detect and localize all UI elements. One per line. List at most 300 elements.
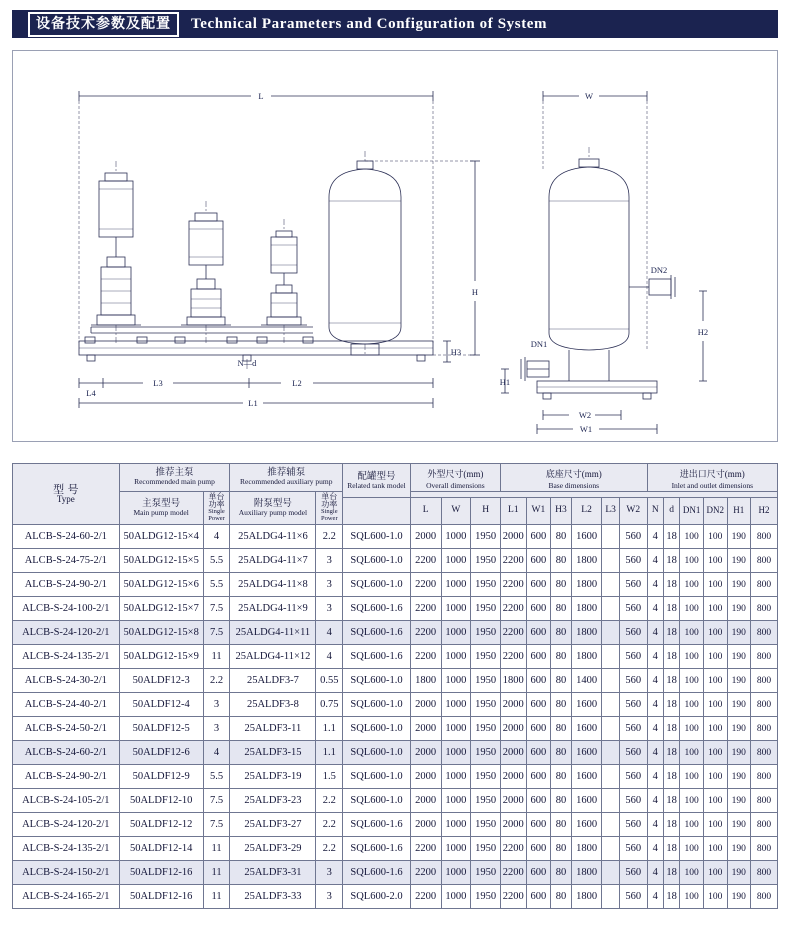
header-tank (343, 464, 411, 498)
cell-main-pump-power: 4 (203, 525, 230, 549)
cell-H1: 190 (727, 525, 751, 549)
cell-L1: 2000 (500, 813, 526, 837)
cell-W: 1000 (441, 885, 471, 909)
cell-aux-pump-model: 25ALDG4-11×11 (230, 621, 316, 645)
cell-H: 1950 (471, 837, 501, 861)
header-tank-cn: 配罐型号 (357, 470, 396, 482)
cell-d: 18 (663, 789, 679, 813)
cell-main-pump-model: 50ALDG12-15×8 (119, 621, 203, 645)
cell-H: 1950 (471, 525, 501, 549)
cell-W2: 560 (619, 645, 647, 669)
cell-L3 (602, 573, 619, 597)
cell-tank-model: SQL600-1.0 (343, 669, 411, 693)
technical-drawing-svg (13, 51, 777, 439)
page-title-en: Technical Parameters and Configuration of System (191, 15, 548, 32)
cell-W1: 600 (526, 573, 551, 597)
cell-W1: 600 (526, 621, 551, 645)
cell-W2: 560 (619, 525, 647, 549)
header-col-DN1: DN1 (680, 497, 704, 524)
cell-DN1: 100 (680, 765, 704, 789)
table-row (13, 741, 778, 765)
cell-L3 (602, 837, 619, 861)
cell-tank-model: SQL600-1.0 (343, 741, 411, 765)
cell-DN2: 100 (703, 573, 727, 597)
cell-L3 (602, 549, 619, 573)
cell-DN1: 100 (680, 789, 704, 813)
cell-DN1: 100 (680, 741, 704, 765)
cell-main-pump-model: 50ALDF12-3 (119, 669, 203, 693)
cell-tank-model: SQL600-1.6 (343, 597, 411, 621)
cell-L2: 1800 (571, 573, 602, 597)
header-main-power-cn: 单台功率 (208, 491, 225, 510)
cell-W1: 600 (526, 861, 551, 885)
cell-main-pump-model: 50ALDG12-15×5 (119, 549, 203, 573)
cell-H: 1950 (471, 789, 501, 813)
cell-L1: 2000 (500, 525, 526, 549)
header-aux-power-en: Single Power (320, 508, 338, 523)
cell-N: 4 (647, 621, 663, 645)
cell-L1: 2200 (500, 645, 526, 669)
cell-L: 2200 (410, 597, 441, 621)
cell-H2: 800 (751, 885, 778, 909)
cell-main-pump-power: 5.5 (203, 573, 230, 597)
cell-aux-pump-power: 1.5 (316, 765, 343, 789)
cell-W: 1000 (441, 693, 471, 717)
cell-aux-pump-power: 2.2 (316, 837, 343, 861)
cell-L1: 2000 (500, 693, 526, 717)
cell-W1: 600 (526, 717, 551, 741)
cell-W2: 560 (619, 693, 647, 717)
cell-W1: 600 (526, 741, 551, 765)
cell-L2: 1800 (571, 549, 602, 573)
cell-d: 18 (663, 573, 679, 597)
cell-H2: 800 (751, 549, 778, 573)
header-col-DN2: DN2 (703, 497, 727, 524)
cell-L: 2200 (410, 645, 441, 669)
header-col-H3: H3 (551, 497, 572, 524)
cell-DN1: 100 (680, 621, 704, 645)
table-row (13, 549, 778, 573)
cell-d: 18 (663, 741, 679, 765)
cell-L2: 1600 (571, 765, 602, 789)
cell-DN1: 100 (680, 837, 704, 861)
cell-L2: 1400 (571, 669, 602, 693)
cell-H3: 80 (551, 861, 572, 885)
cell-W1: 600 (526, 525, 551, 549)
cell-d: 18 (663, 597, 679, 621)
cell-H3: 80 (551, 885, 572, 909)
cell-W: 1000 (441, 621, 471, 645)
cell-DN1: 100 (680, 597, 704, 621)
cell-DN2: 100 (703, 741, 727, 765)
header-main-pump (119, 464, 230, 492)
cell-W1: 600 (526, 597, 551, 621)
cell-aux-pump-model: 25ALDF3-33 (230, 885, 316, 909)
cell-W: 1000 (441, 861, 471, 885)
cell-H1: 190 (727, 621, 751, 645)
cell-N: 4 (647, 669, 663, 693)
cell-H2: 800 (751, 597, 778, 621)
cell-DN2: 100 (703, 525, 727, 549)
cell-N: 4 (647, 645, 663, 669)
cell-H2: 800 (751, 525, 778, 549)
cell-W: 1000 (441, 597, 471, 621)
cell-aux-pump-power: 2.2 (316, 813, 343, 837)
header-inlet-en: Inlet and outlet dimensions (671, 480, 754, 490)
cell-W1: 600 (526, 549, 551, 573)
header-overall-en: Overall dimensions (426, 480, 485, 490)
header-main-model-en: Main pump model (133, 507, 189, 517)
cell-d: 18 (663, 669, 679, 693)
header-col-W1: W1 (526, 497, 551, 524)
cell-d: 18 (663, 645, 679, 669)
cell-main-pump-power: 11 (203, 861, 230, 885)
cell-W1: 600 (526, 789, 551, 813)
cell-tank-model: SQL600-1.6 (343, 645, 411, 669)
cell-L: 2000 (410, 525, 441, 549)
cell-type: ALCB-S-24-75-2/1 (13, 549, 120, 573)
cell-main-pump-power: 7.5 (203, 621, 230, 645)
cell-type: ALCB-S-24-100-2/1 (13, 597, 120, 621)
cell-DN2: 100 (703, 693, 727, 717)
cell-aux-pump-power: 2.2 (316, 525, 343, 549)
cell-type: ALCB-S-24-60-2/1 (13, 741, 120, 765)
header-main-model (119, 491, 203, 524)
cell-W: 1000 (441, 669, 471, 693)
cell-W1: 600 (526, 765, 551, 789)
cell-L1: 2200 (500, 861, 526, 885)
page-title-cn: 设备技术参数及配置 (28, 12, 179, 37)
cell-aux-pump-model: 25ALDF3-31 (230, 861, 316, 885)
cell-H: 1950 (471, 813, 501, 837)
cell-DN1: 100 (680, 693, 704, 717)
header-type-cn: 型 号 (53, 482, 79, 496)
cell-W2: 560 (619, 765, 647, 789)
table-row (13, 597, 778, 621)
cell-L3 (602, 597, 619, 621)
cell-H1: 190 (727, 597, 751, 621)
dim-label-H1: H1 (499, 377, 511, 387)
cell-W2: 560 (619, 837, 647, 861)
dim-label-DN1: DN1 (530, 339, 548, 349)
cell-d: 18 (663, 621, 679, 645)
cell-L1: 1800 (500, 669, 526, 693)
cell-L2: 1600 (571, 789, 602, 813)
header-col-H1: H1 (727, 497, 751, 524)
cell-H2: 800 (751, 693, 778, 717)
header-col-W2: W2 (619, 497, 647, 524)
header-inlet-cn: 进出口尺寸(mm) (679, 469, 745, 479)
cell-tank-model: SQL600-1.6 (343, 621, 411, 645)
cell-W1: 600 (526, 669, 551, 693)
cell-H1: 190 (727, 573, 751, 597)
dim-label-H2: H2 (697, 327, 709, 337)
cell-W: 1000 (441, 765, 471, 789)
header-col-L: L (410, 497, 441, 524)
header-base (500, 464, 647, 492)
cell-W1: 600 (526, 693, 551, 717)
cell-d: 18 (663, 813, 679, 837)
table-row (13, 525, 778, 549)
cell-L1: 2000 (500, 765, 526, 789)
cell-H1: 190 (727, 813, 751, 837)
cell-aux-pump-power: 3 (316, 549, 343, 573)
cell-N: 4 (647, 597, 663, 621)
cell-DN2: 100 (703, 645, 727, 669)
table-row (13, 621, 778, 645)
cell-type: ALCB-S-24-150-2/1 (13, 861, 120, 885)
cell-H1: 190 (727, 765, 751, 789)
cell-L: 2200 (410, 861, 441, 885)
section-header-bar (12, 10, 778, 38)
cell-DN2: 100 (703, 597, 727, 621)
cell-L2: 1600 (571, 693, 602, 717)
cell-DN1: 100 (680, 549, 704, 573)
cell-H3: 80 (551, 789, 572, 813)
cell-H3: 80 (551, 597, 572, 621)
cell-type: ALCB-S-24-50-2/1 (13, 717, 120, 741)
cell-main-pump-power: 4 (203, 741, 230, 765)
cell-L3 (602, 765, 619, 789)
cell-L: 2200 (410, 621, 441, 645)
cell-W2: 560 (619, 741, 647, 765)
cell-DN2: 100 (703, 861, 727, 885)
cell-W2: 560 (619, 861, 647, 885)
cell-H3: 80 (551, 741, 572, 765)
cell-L: 2000 (410, 717, 441, 741)
cell-L2: 1800 (571, 645, 602, 669)
cell-type: ALCB-S-24-90-2/1 (13, 765, 120, 789)
cell-DN2: 100 (703, 789, 727, 813)
header-aux-pump-cn: 推荐辅泵 (267, 467, 306, 479)
cell-H2: 800 (751, 765, 778, 789)
cell-d: 18 (663, 549, 679, 573)
cell-H3: 80 (551, 525, 572, 549)
cell-H: 1950 (471, 549, 501, 573)
cell-L3 (602, 669, 619, 693)
header-base-cn: 底座尺寸(mm) (545, 469, 602, 479)
cell-d: 18 (663, 765, 679, 789)
cell-L3 (602, 621, 619, 645)
cell-aux-pump-power: 3 (316, 885, 343, 909)
cell-L: 2000 (410, 813, 441, 837)
cell-tank-model: SQL600-1.6 (343, 861, 411, 885)
header-type-en: Type (56, 494, 75, 505)
cell-H1: 190 (727, 693, 751, 717)
cell-N: 4 (647, 573, 663, 597)
cell-aux-pump-model: 25ALDF3-15 (230, 741, 316, 765)
dim-label-N-d: N—d (237, 358, 257, 368)
cell-L1: 2200 (500, 621, 526, 645)
cell-aux-pump-power: 3 (316, 861, 343, 885)
table-row (13, 861, 778, 885)
cell-aux-pump-model: 25ALDF3-29 (230, 837, 316, 861)
cell-d: 18 (663, 525, 679, 549)
table-row (13, 765, 778, 789)
cell-H3: 80 (551, 645, 572, 669)
cell-type: ALCB-S-24-60-2/1 (13, 525, 120, 549)
cell-L1: 2000 (500, 741, 526, 765)
cell-W: 1000 (441, 837, 471, 861)
table-row (13, 813, 778, 837)
cell-H1: 190 (727, 669, 751, 693)
header-col-H: H (471, 497, 501, 524)
cell-W1: 600 (526, 645, 551, 669)
cell-H3: 80 (551, 837, 572, 861)
cell-d: 18 (663, 693, 679, 717)
cell-W2: 560 (619, 813, 647, 837)
dim-label-L1: L1 (248, 398, 258, 408)
cell-H1: 190 (727, 885, 751, 909)
cell-W: 1000 (441, 525, 471, 549)
cell-type: ALCB-S-24-30-2/1 (13, 669, 120, 693)
cell-L1: 2200 (500, 885, 526, 909)
dim-label-W: W (584, 91, 594, 101)
cell-N: 4 (647, 741, 663, 765)
cell-L: 1800 (410, 669, 441, 693)
cell-tank-model: SQL600-1.6 (343, 813, 411, 837)
cell-L: 2000 (410, 789, 441, 813)
cell-tank-model: SQL600-1.0 (343, 717, 411, 741)
cell-type: ALCB-S-24-165-2/1 (13, 885, 120, 909)
cell-L1: 2200 (500, 549, 526, 573)
header-col-H2: H2 (751, 497, 778, 524)
cell-main-pump-model: 50ALDF12-9 (119, 765, 203, 789)
spec-table-container (12, 463, 778, 909)
cell-tank-model: SQL600-1.0 (343, 549, 411, 573)
cell-W: 1000 (441, 813, 471, 837)
cell-tank-model: SQL600-1.0 (343, 573, 411, 597)
header-aux-model-en: Auxiliary pump model (238, 507, 308, 517)
cell-DN1: 100 (680, 885, 704, 909)
cell-main-pump-power: 5.5 (203, 549, 230, 573)
cell-main-pump-power: 3 (203, 693, 230, 717)
cell-N: 4 (647, 837, 663, 861)
header-overall (410, 464, 500, 492)
cell-aux-pump-model: 25ALDF3-19 (230, 765, 316, 789)
cell-DN2: 100 (703, 813, 727, 837)
cell-H3: 80 (551, 669, 572, 693)
cell-DN1: 100 (680, 813, 704, 837)
cell-W2: 560 (619, 549, 647, 573)
dim-label-DN2: DN2 (650, 265, 668, 275)
cell-H2: 800 (751, 669, 778, 693)
cell-W2: 560 (619, 717, 647, 741)
cell-N: 4 (647, 765, 663, 789)
cell-main-pump-model: 50ALDF12-12 (119, 813, 203, 837)
cell-H2: 800 (751, 837, 778, 861)
cell-tank-model: SQL600-1.0 (343, 765, 411, 789)
header-col-W: W (441, 497, 471, 524)
cell-aux-pump-power: 1.1 (316, 717, 343, 741)
cell-H: 1950 (471, 645, 501, 669)
cell-aux-pump-power: 0.55 (316, 669, 343, 693)
cell-main-pump-power: 11 (203, 885, 230, 909)
cell-H2: 800 (751, 789, 778, 813)
cell-H3: 80 (551, 813, 572, 837)
cell-type: ALCB-S-24-40-2/1 (13, 693, 120, 717)
cell-L3 (602, 741, 619, 765)
cell-W: 1000 (441, 717, 471, 741)
cell-aux-pump-power: 4 (316, 621, 343, 645)
cell-tank-model: SQL600-1.0 (343, 525, 411, 549)
header-aux-model (230, 491, 316, 524)
cell-main-pump-model: 50ALDG12-15×4 (119, 525, 203, 549)
cell-H1: 190 (727, 741, 751, 765)
header-col-L1: L1 (500, 497, 526, 524)
cell-L3 (602, 885, 619, 909)
cell-W: 1000 (441, 573, 471, 597)
cell-L3 (602, 693, 619, 717)
spec-table (12, 463, 778, 909)
cell-L2: 1600 (571, 717, 602, 741)
cell-tank-model: SQL600-2.0 (343, 885, 411, 909)
cell-type: ALCB-S-24-90-2/1 (13, 573, 120, 597)
cell-aux-pump-model: 25ALDF3-23 (230, 789, 316, 813)
header-aux-pump (230, 464, 343, 492)
cell-main-pump-model: 50ALDF12-5 (119, 717, 203, 741)
cell-L2: 1600 (571, 525, 602, 549)
cell-aux-pump-model: 25ALDG4-11×9 (230, 597, 316, 621)
header-type (13, 464, 120, 525)
header-aux-model-cn: 附泵型号 (253, 497, 292, 509)
cell-N: 4 (647, 525, 663, 549)
cell-H: 1950 (471, 885, 501, 909)
cell-aux-pump-power: 3 (316, 573, 343, 597)
cell-H: 1950 (471, 861, 501, 885)
table-row (13, 885, 778, 909)
cell-DN1: 100 (680, 573, 704, 597)
cell-DN2: 100 (703, 837, 727, 861)
cell-main-pump-model: 50ALDF12-14 (119, 837, 203, 861)
cell-W: 1000 (441, 741, 471, 765)
cell-W: 1000 (441, 549, 471, 573)
cell-L1: 2000 (500, 717, 526, 741)
cell-W: 1000 (441, 645, 471, 669)
cell-H2: 800 (751, 741, 778, 765)
cell-H3: 80 (551, 717, 572, 741)
header-main-pump-cn: 推荐主泵 (155, 467, 194, 479)
cell-DN2: 100 (703, 621, 727, 645)
cell-L: 2000 (410, 765, 441, 789)
header-col-L2: L2 (571, 497, 602, 524)
cell-H: 1950 (471, 741, 501, 765)
cell-type: ALCB-S-24-120-2/1 (13, 621, 120, 645)
cell-H2: 800 (751, 645, 778, 669)
cell-aux-pump-model: 25ALDG4-11×6 (230, 525, 316, 549)
cell-L2: 1800 (571, 885, 602, 909)
cell-W2: 560 (619, 597, 647, 621)
cell-H: 1950 (471, 765, 501, 789)
cell-L: 2200 (410, 837, 441, 861)
cell-H3: 80 (551, 765, 572, 789)
cell-W2: 560 (619, 789, 647, 813)
header-tank-sub (343, 497, 411, 524)
cell-L3 (602, 525, 619, 549)
cell-H: 1950 (471, 669, 501, 693)
header-main-pump-en: Recommended main pump (134, 477, 215, 487)
cell-H1: 190 (727, 717, 751, 741)
header-tank-en: Related tank model (347, 480, 406, 490)
table-row (13, 837, 778, 861)
cell-main-pump-power: 7.5 (203, 813, 230, 837)
dim-label-W2: W2 (578, 410, 592, 420)
cell-W1: 600 (526, 813, 551, 837)
header-overall-cn: 外型尺寸(mm) (427, 469, 484, 479)
cell-DN1: 100 (680, 645, 704, 669)
cell-main-pump-model: 50ALDG12-15×6 (119, 573, 203, 597)
cell-H1: 190 (727, 645, 751, 669)
